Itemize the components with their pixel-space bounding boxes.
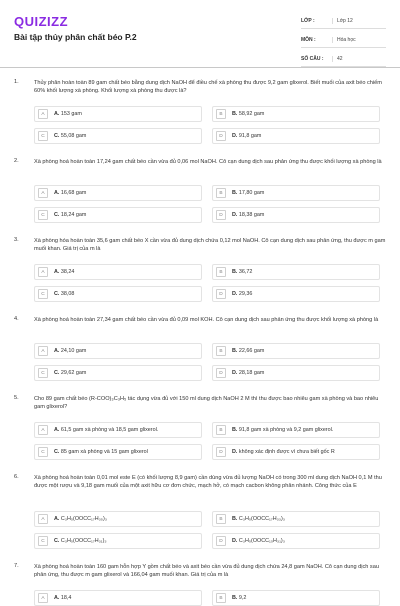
question-text: Xà phòng hoá hoàn toàn 17,24 gam chất béo cần vừa đủ 0,06 mol NaOH. Cô cạn dung dịch sau phản ứng thu được khối lượng xà phòng là	[34, 159, 382, 165]
option-label: B.	[232, 269, 238, 275]
option-label: D.	[232, 449, 238, 455]
option-text: 85 gam xà phòng và 15 gam glixerol	[60, 449, 148, 455]
option-a[interactable]	[34, 264, 202, 280]
option-letter-box: B	[216, 346, 226, 356]
option-d[interactable]	[212, 444, 380, 460]
meta-value: 42	[332, 56, 343, 62]
option-letter-box: C	[38, 131, 48, 141]
option-label: C.	[54, 538, 60, 544]
meta-key: SỐ CÂU :	[301, 56, 324, 62]
option-d[interactable]	[212, 207, 380, 223]
option-letter-box: A	[38, 346, 48, 356]
question-text: Xà phòng hóa hoàn toàn 35,6 gam chất béo X cần vừa đủ dung dịch chứa 0,12 mol NaOH. Cô cạn dung dịch sau phản ứng, thu được m gam muối khan. Giá trị của m là	[34, 238, 386, 253]
option-d[interactable]	[212, 286, 380, 302]
option-letter-box: B	[216, 267, 226, 277]
option-b[interactable]	[212, 511, 380, 527]
option-b[interactable]	[212, 590, 380, 606]
option-label: A.	[54, 595, 60, 601]
option-text: 22,66 gam	[238, 348, 265, 354]
meta-key: MÔN :	[301, 37, 316, 43]
option-text: 38,24	[60, 269, 75, 275]
question-number: 3.	[14, 237, 19, 243]
option-label: B.	[232, 427, 238, 433]
option-letter-box: B	[216, 109, 226, 119]
option-letter-box: D	[216, 447, 226, 457]
option-label: C.	[54, 133, 60, 139]
option-label: A.	[54, 516, 60, 522]
option-c[interactable]	[34, 207, 202, 223]
option-letter-box: B	[216, 593, 226, 603]
option-b[interactable]	[212, 422, 380, 438]
question-text: Xà phòng hoá hoàn toàn 160 gam hỗn hợp Y gồm chất béo và axit béo cần vừa đủ dung dịch chứa 24,8 gam NaOH. Cô cạn dung dịch sau phản ứng, thu được m gam glixerol và 166,04 gam muối khan. Giá trị của m là	[34, 564, 379, 579]
question-number: 6.	[14, 474, 19, 480]
option-c[interactable]	[34, 365, 202, 381]
quizizz-logo: QUIZIZZ	[14, 14, 69, 29]
page-title: Bài tập thủy phân chất béo P.2	[14, 32, 137, 42]
option-letter-box: D	[216, 536, 226, 546]
option-a[interactable]	[34, 106, 202, 122]
option-text: 91,8 gam xà phòng và 9,2 gam glixerol.	[238, 427, 334, 433]
option-label: C.	[54, 291, 60, 297]
question-number: 1.	[14, 79, 19, 85]
option-letter-box: D	[216, 210, 226, 220]
option-label: B.	[232, 516, 238, 522]
option-letter-box: D	[216, 289, 226, 299]
option-label: A.	[54, 427, 60, 433]
option-letter-box: A	[38, 593, 48, 603]
option-text: C₃H₅(OOCC₁₅H₃₁)₃	[238, 538, 285, 544]
option-text: 24,10 gam	[60, 348, 87, 354]
option-label: B.	[232, 111, 238, 117]
option-c[interactable]	[34, 533, 202, 549]
question-number: 7.	[14, 563, 19, 569]
option-label: C.	[54, 370, 60, 376]
meta-row-class	[301, 14, 386, 29]
option-d[interactable]	[212, 128, 380, 144]
option-text: 38,08	[60, 291, 75, 297]
option-label: D.	[232, 291, 238, 297]
worksheet-header	[0, 0, 400, 68]
option-text: 61,5 gam xà phòng và 18,5 gam glixerol.	[60, 427, 159, 433]
option-label: D.	[232, 133, 238, 139]
option-text: 29,62 gam	[60, 370, 87, 376]
question-number: 2.	[14, 158, 19, 164]
option-label: D.	[232, 538, 238, 544]
option-text: C₃H₅(OOCC₁₇H₃₅)₃	[60, 516, 107, 522]
option-text: không xác định được vì chưa biết gốc R	[238, 449, 335, 455]
option-letter-box: D	[216, 131, 226, 141]
question-number: 5.	[14, 395, 19, 401]
meta-value: Lớp 12	[332, 18, 353, 24]
option-c[interactable]	[34, 444, 202, 460]
option-text: 36,72	[238, 269, 253, 275]
option-letter-box: B	[216, 425, 226, 435]
option-c[interactable]	[34, 286, 202, 302]
question-text: Thủy phân hoàn toàn 89 gam chất béo bằng dung dịch NaOH để điều chế xà phòng thu được 9,2 gam glixerol. Biết muối của axit béo chiếm 60% khối lượng xà phòng. Khối lượng xà phòng thu được là?	[34, 80, 382, 95]
option-letter-box: A	[38, 514, 48, 524]
option-text: C₃H₅(OOCC₁₇H₃₁)₃	[60, 538, 107, 544]
option-letter-box: C	[38, 210, 48, 220]
option-a[interactable]	[34, 590, 202, 606]
meta-value: Hóa học	[332, 37, 356, 43]
option-letter-box: A	[38, 267, 48, 277]
option-label: B.	[232, 348, 238, 354]
option-text: 153 gam	[60, 111, 82, 117]
question-text: Xà phòng hoá hoàn toàn 0,01 mol este E (có khối lượng 8,9 gam) cần dùng vừa đủ lượng NaOH có trong 300 ml dung dịch NaOH 0,1 M thu được một rượu và 9,18 gam muối của một axit hữu cơ đơn chức, mạch hở, có mạch cacbon không phân nhánh. Công thức của E	[34, 475, 382, 490]
option-letter-box: C	[38, 536, 48, 546]
option-a[interactable]	[34, 511, 202, 527]
option-d[interactable]	[212, 365, 380, 381]
option-label: C.	[54, 212, 60, 218]
option-text: 28,18 gam	[238, 370, 265, 376]
option-label: A.	[54, 190, 60, 196]
option-text: C₃H₅(OOCC₁₇H₃₃)₃	[238, 516, 285, 522]
option-letter-box: C	[38, 368, 48, 378]
question-text: Xà phòng hoá hoàn toàn 27,34 gam chất béo cần vừa đủ 0,09 mol KOH. Cô cạn dung dịch sau phản ứng thu được khối lượng xà phòng là	[34, 317, 379, 323]
option-label: B.	[232, 190, 238, 196]
option-c[interactable]	[34, 128, 202, 144]
option-label: A.	[54, 269, 60, 275]
option-text: 58,92 gam	[238, 111, 265, 117]
option-letter-box: B	[216, 514, 226, 524]
option-label: A.	[54, 111, 60, 117]
option-letter-box: C	[38, 289, 48, 299]
meta-row-question-count	[301, 52, 386, 67]
option-letter-box: D	[216, 368, 226, 378]
option-text: 9,2	[238, 595, 247, 601]
option-letter-box: C	[38, 447, 48, 457]
meta-info	[301, 14, 386, 71]
option-d[interactable]	[212, 533, 380, 549]
option-letter-box: A	[38, 109, 48, 119]
option-text: 18,38 gam	[238, 212, 265, 218]
option-label: A.	[54, 348, 60, 354]
header-divider	[0, 67, 400, 68]
option-label: D.	[232, 370, 238, 376]
question-text: Cho 89 gam chất béo (R-COO)₃C₃H₅ tác dụng vừa đủ với 150 ml dung dịch NaOH 2 M thì thu được bao nhiêu gam xà phòng và bao nhiêu gam glixerol?	[34, 396, 379, 411]
option-b[interactable]	[212, 343, 380, 359]
option-b[interactable]	[212, 264, 380, 280]
option-letter-box: B	[216, 188, 226, 198]
option-text: 18,24 gam	[60, 212, 87, 218]
option-text: 17,80 gam	[238, 190, 265, 196]
option-letter-box: A	[38, 188, 48, 198]
option-a[interactable]	[34, 343, 202, 359]
option-a[interactable]	[34, 185, 202, 201]
option-b[interactable]	[212, 106, 380, 122]
meta-key: LỚP :	[301, 18, 315, 24]
option-text: 18,4	[60, 595, 72, 601]
meta-row-subject	[301, 33, 386, 48]
option-a[interactable]	[34, 422, 202, 438]
option-letter-box: A	[38, 425, 48, 435]
option-text: 91,8 gam	[238, 133, 262, 139]
option-text: 29,36	[238, 291, 253, 297]
option-text: 55,08 gam	[60, 133, 87, 139]
option-label: D.	[232, 212, 238, 218]
question-number: 4.	[14, 316, 19, 322]
option-label: B.	[232, 595, 238, 601]
option-label: C.	[54, 449, 60, 455]
option-text: 16,68 gam	[60, 190, 87, 196]
option-b[interactable]	[212, 185, 380, 201]
